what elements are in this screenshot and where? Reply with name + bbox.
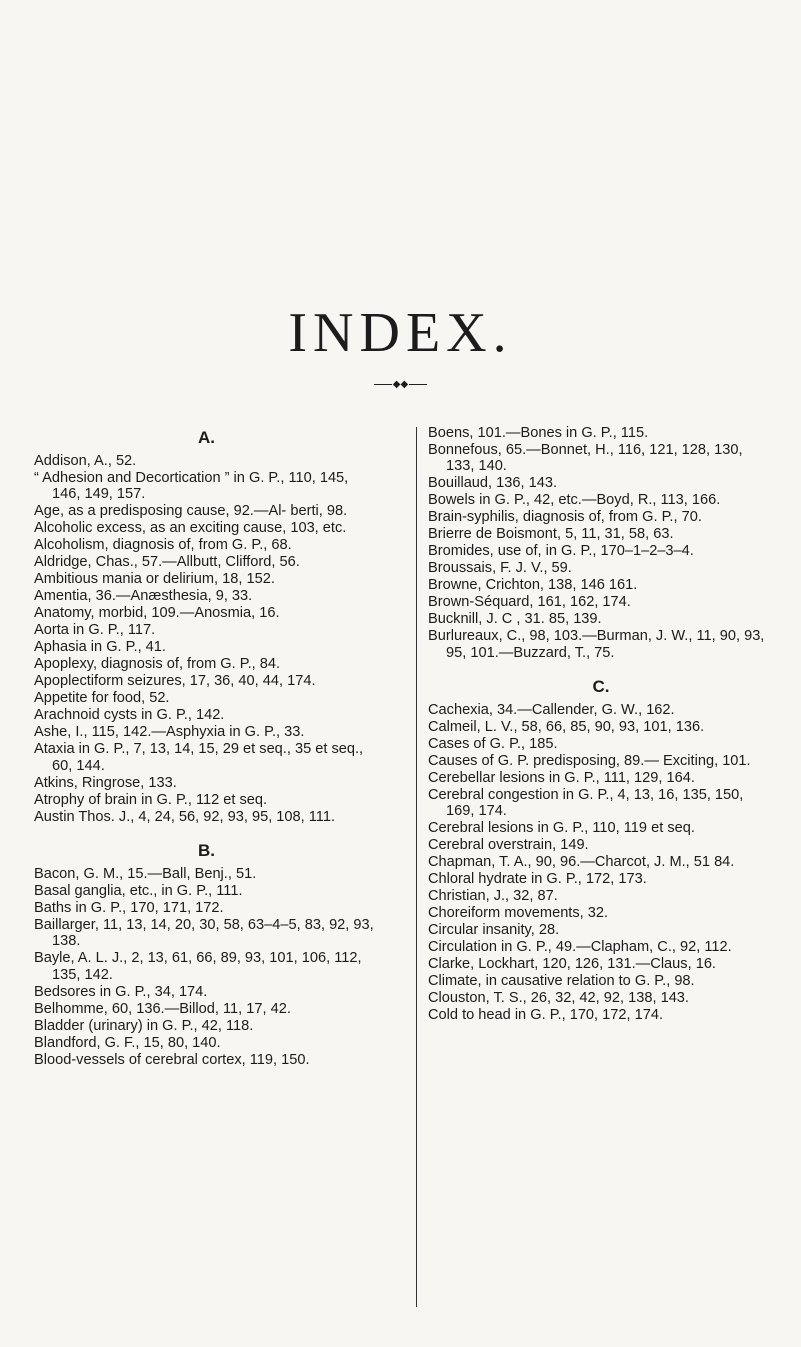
index-entry: Boens, 101.—Bones in G. P., 115. [428, 425, 649, 441]
index-entry: Chloral hydrate in G. P., 172, 173. [428, 871, 647, 888]
index-entry: Atrophy of brain in G. P., 112 et seq. [34, 791, 268, 808]
index-entry: Atkins, Ringrose, 133. [34, 774, 177, 791]
index-entry: Circular insanity, 28. [428, 922, 560, 939]
index-entry: Blood-vessels of cerebral cortex, 119, 150. [34, 1051, 310, 1068]
index-entry: Cold to head in G. P., 170, 172, 174. [428, 1007, 664, 1024]
index-entry: Bayle, A. L. J., 2, 13, 61, 66, 89, 93, 101, 106, 112, 135, 142. [34, 950, 362, 983]
section-letter-b: B. [198, 840, 215, 860]
entry-list-c [428, 702, 774, 1024]
index-entry: Alcoholic excess, as an exciting cause, 103, etc. [34, 520, 347, 537]
index-entry: Baillarger, 11, 13, 14, 20, 30, 58, 63–4–5, 83, 92, 93, 138. [34, 916, 374, 950]
index-entry: Bladder (urinary) in G. P., 42, 118. [34, 1017, 254, 1034]
index-entry: Apoplexy, diagnosis of, from G. P., 84. [34, 656, 281, 673]
index-entry: Brain-syphilis, diagnosis of, from G. P., 70. [428, 509, 702, 526]
index-entry: Aphasia in G. P., 41. [34, 639, 166, 656]
index-entry: Arachnoid cysts in G. P., 142. [34, 707, 225, 724]
index-entry: Bromides, use of, in G. P., 170–1–2–3–4. [428, 543, 694, 560]
index-entry: Ambitious mania or delirium, 18, 152. [34, 571, 275, 588]
index-entry: Ashe, I., 115, 142.—Asphyxia in G. P., 33. [34, 724, 305, 741]
index-entry: Chapman, T. A., 90, 96.—Charcot, J. M., 51 84. [428, 854, 735, 871]
index-entry: Bouillaud, 136, 143. [428, 475, 558, 492]
index-entry: Ataxia in G. P., 7, 13, 14, 15, 29 et seq., 35 et seq., 60, 144. [34, 741, 364, 774]
index-entry: Belhomme, 60, 136.—Billod, 11, 17, 42. [34, 1000, 291, 1017]
index-entry: Bowels in G. P., 42, etc.—Boyd, R., 113, 166. [428, 492, 721, 509]
index-entry: Browne, Crichton, 138, 146 161. [428, 577, 638, 594]
index-entry: Alcoholism, diagnosis of, from G. P., 68. [34, 537, 292, 554]
index-entry: Aldridge, Chas., 57.—Allbutt, Clifford, 56. [34, 554, 300, 571]
index-entry: Brown-Séquard, 161, 162, 174. [428, 594, 631, 611]
index-entry: Amentia, 36.—Anæsthesia, 9, 33. [34, 588, 253, 605]
index-entry: Clarke, Lockhart, 120, 126, 131.—Claus, 16. [428, 956, 716, 973]
section-letter-c: C. [592, 676, 610, 696]
index-entry: Clouston, T. S., 26, 32, 42, 92, 138, 143. [428, 990, 689, 1007]
index-entry: Cerebral lesions in G. P., 110, 119 et seq. [428, 820, 695, 837]
index-entry: Anatomy, morbid, 109.—Anosmia, 16. [34, 605, 280, 622]
index-entry: Calmeil, L. V., 58, 66, 85, 90, 93, 101, 136. [428, 718, 705, 735]
index-entry: Cachexia, 34.—Callender, G. W., 162. [428, 701, 675, 718]
index-entry: Bucknill, J. C , 31. 85, 139. [428, 611, 602, 628]
index-entry: Apoplectiform seizures, 17, 36, 40, 44, 174. [34, 673, 316, 690]
left-column [34, 425, 379, 1069]
column-divider [416, 427, 417, 1307]
section-letter-a: A. [198, 428, 215, 447]
index-entry: Choreiform movements, 32. [428, 905, 609, 922]
right-column [428, 425, 774, 1024]
page-title: INDEX. [288, 302, 513, 364]
index-entry: Bacon, G. M., 15.—Ball, Benj., 51. [34, 865, 257, 882]
index-entry: Appetite for food, 52. [34, 690, 170, 707]
index-entry: Burlureaux, C., 98, 103.—Burman, J. W., 11, 90, 93, 95, 101.—Buzzard, T., 75. [428, 628, 765, 661]
index-entry: Bonnefous, 65.—Bonnet, H., 116, 121, 128, 130, 133, 140. [428, 442, 743, 475]
index-entry: Baths in G. P., 170, 171, 172. [34, 899, 224, 916]
index-entry: Cerebellar lesions in G. P., 111, 129, 164. [428, 769, 695, 786]
index-entry: Brierre de Boismont, 5, 11, 31, 58, 63. [428, 526, 674, 543]
entry-list-b [34, 866, 379, 1068]
index-entry: Broussais, F. J. V., 59. [428, 560, 572, 577]
index-entry: Causes of G. P. predisposing, 89.— Exciting, 101. [428, 752, 751, 769]
index-entry: Blandford, G. F., 15, 80, 140. [34, 1034, 221, 1051]
index-entry: Circulation in G. P., 49.—Clapham, C., 92, 112. [428, 939, 732, 956]
entry-list-b-continued [428, 425, 774, 661]
index-entry: Age, as a predisposing cause, 92.—Al- berti, 98. [34, 503, 348, 520]
index-entry: Climate, in causative relation to G. P., 98. [428, 973, 695, 990]
index-entry: Austin Thos. J., 4, 24, 56, 92, 93, 95, 108, 111. [34, 808, 335, 825]
index-entry: Basal ganglia, etc., in G. P., 111. [34, 882, 243, 899]
index-entry: Addison, A., 52. [34, 453, 137, 469]
index-entry: “ Adhesion and Decortication ” in G. P., 110, 145, 146, 149, 157. [34, 470, 349, 503]
index-entry: Aorta in G. P., 117. [34, 622, 156, 639]
title-ornament: ◆◆ [0, 378, 801, 392]
index-entry: Cerebral congestion in G. P., 4, 13, 16, 135, 150, 169, 174. [428, 786, 744, 820]
index-entry: Cases of G. P., 185. [428, 735, 558, 752]
index-entry: Christian, J., 32, 87. [428, 888, 558, 905]
index-entry: Cerebral overstrain, 149. [428, 837, 589, 854]
index-entry: Bedsores in G. P., 34, 174. [34, 983, 208, 1000]
entry-list-a [34, 453, 379, 825]
